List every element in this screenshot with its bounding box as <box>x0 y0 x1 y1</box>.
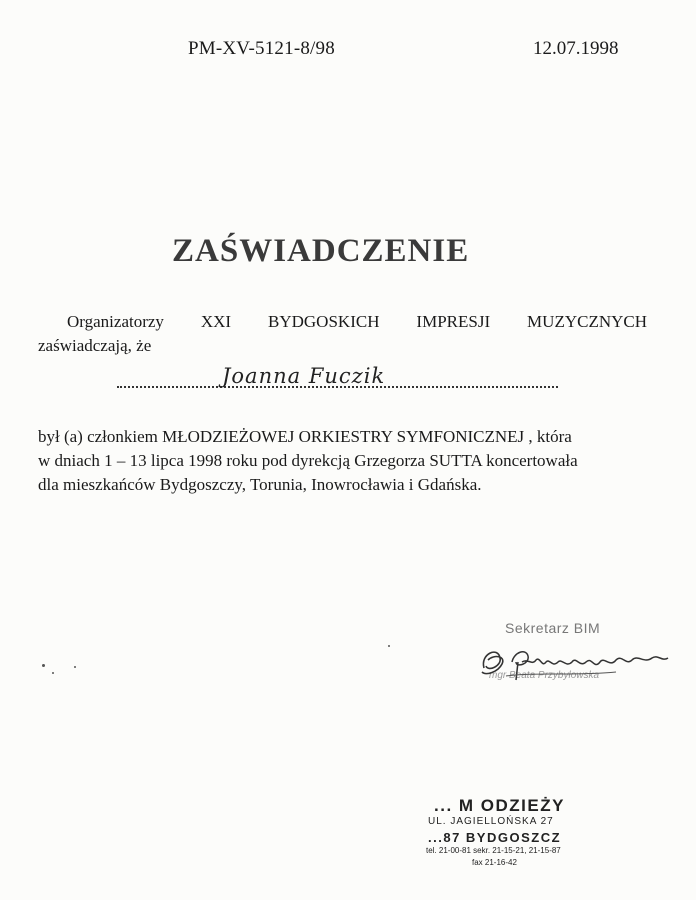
intro-line-2: zaświadczają, że <box>38 336 152 355</box>
org-stamp-line-3: ...87 BYDGOSZCZ <box>428 830 562 845</box>
scan-speck <box>42 664 45 667</box>
intro-word: XXI <box>200 312 232 331</box>
secretary-stamp-name: mgr Beata Przybyłowska <box>489 670 600 681</box>
scan-speck <box>388 645 390 647</box>
intro-word: BYDGOSKICH <box>268 312 380 331</box>
body-line-2: w dniach 1 – 13 lipca 1998 roku pod dyrekcją Grzegorza SUTTA koncertowała <box>38 451 578 470</box>
org-stamp-line-4: tel. 21-00-81 sekr. 21-15-21, 21-15-87 <box>426 846 561 855</box>
handwritten-signature <box>476 632 676 692</box>
intro-word: IMPRESJI <box>416 312 491 331</box>
document-date: 12.07.1998 <box>533 38 619 59</box>
document-title: ZAŚWIADCZENIE <box>172 233 470 269</box>
secretary-stamp-title: Sekretarz BIM <box>505 620 601 636</box>
body-line-3: dla mieszkańców Bydgoszczy, Torunia, Inowrocławia i Gdańska. <box>38 475 482 494</box>
intro-word: Organizatorzy <box>67 312 164 331</box>
handwritten-name: Joanna Fuczik <box>222 364 386 388</box>
reference-number: PM-XV-5121-8/98 <box>188 38 335 59</box>
org-stamp-line-5: fax 21-16-42 <box>472 858 517 867</box>
scan-speck <box>74 666 76 668</box>
org-stamp-line-2: UL. JAGIELLOŃSKA 27 <box>428 816 554 827</box>
intro-line-1 <box>67 312 647 332</box>
certificate-body <box>38 425 658 497</box>
scan-speck <box>52 672 54 674</box>
organization-stamp <box>412 792 642 872</box>
body-line-1: był (a) członkiem MŁODZIEŻOWEJ ORKIESTRY SYMFONICZNEJ , która <box>38 427 572 446</box>
org-stamp-line-1: ... M ODZIEŻY <box>434 796 565 815</box>
intro-word: MUZYCZNYCH <box>527 312 647 331</box>
